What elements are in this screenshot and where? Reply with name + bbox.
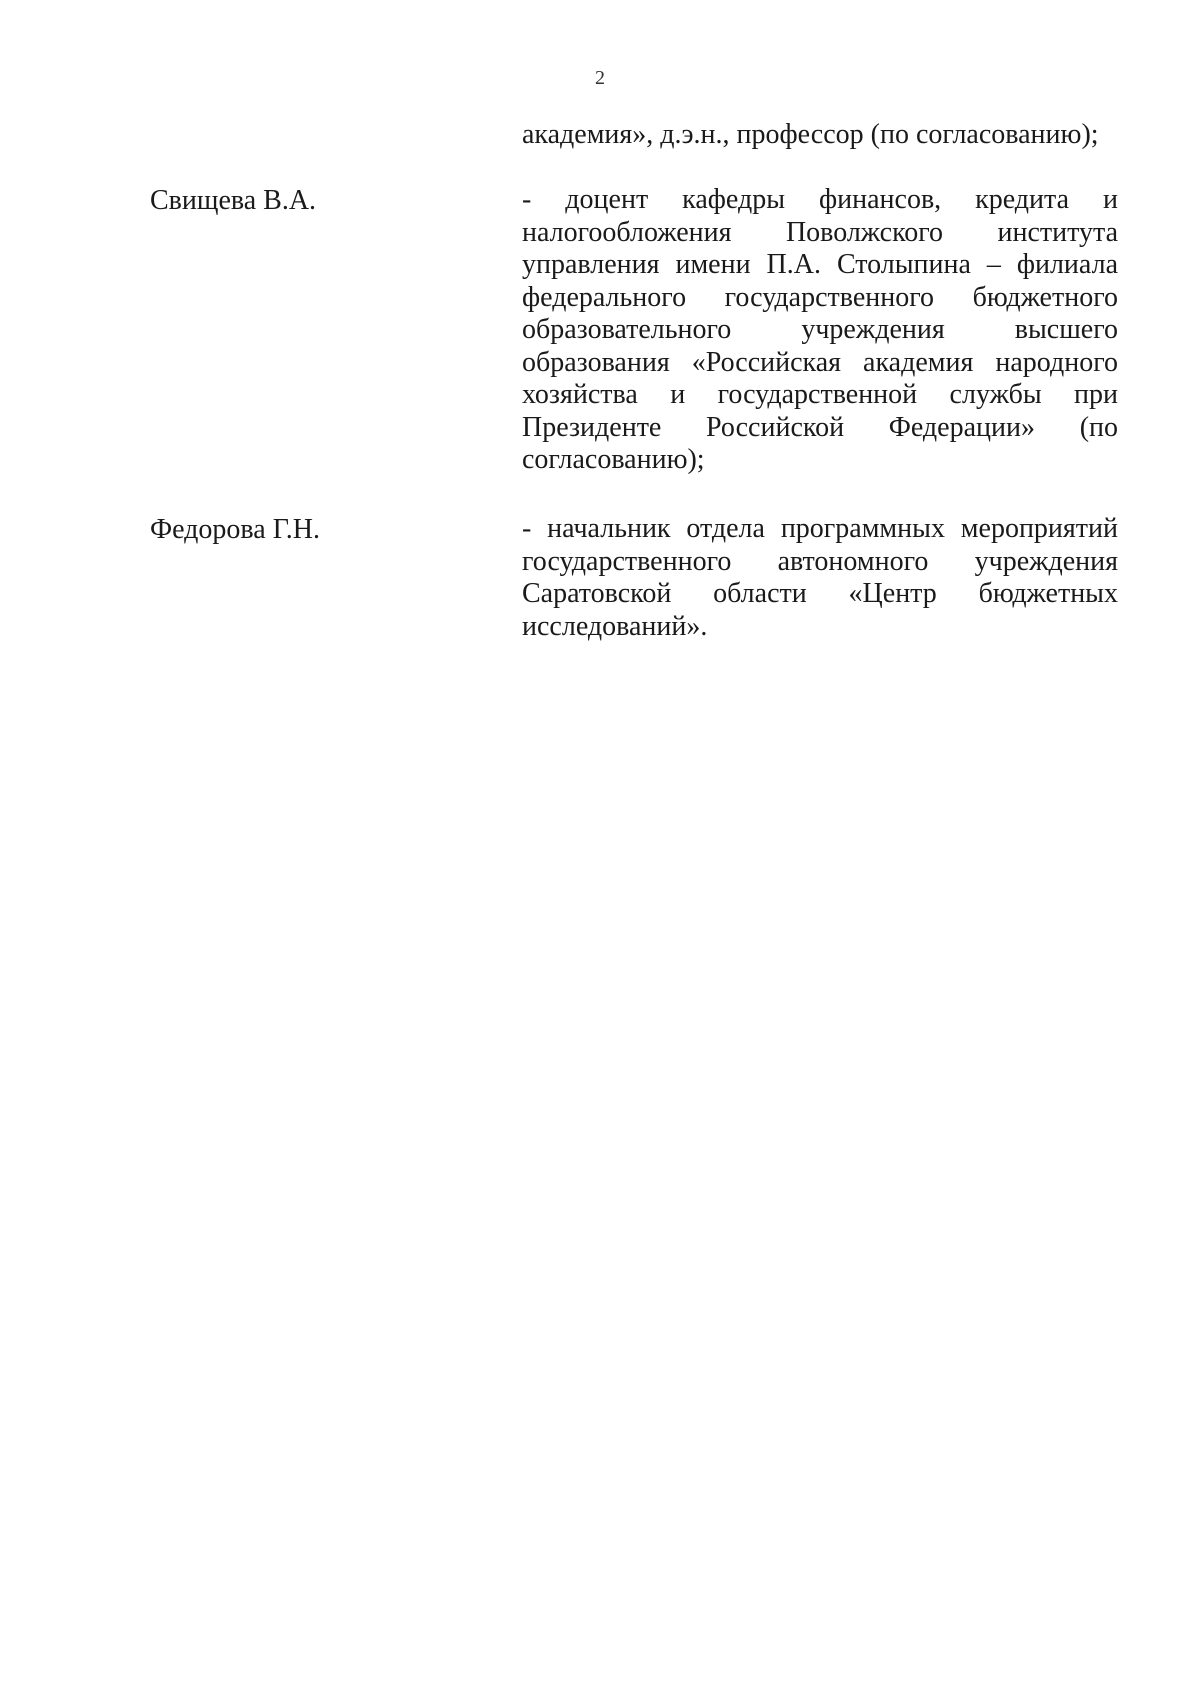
member-position: - начальник отдела программных мероприятий государственного автономного учреждения Саратовской области «Центр бюджетных исследований».	[522, 513, 1118, 642]
page-number: 2	[595, 67, 605, 89]
member-position: - доцент кафедры финансов, кредита и налогообложения Поволжского института управления имени П.А. Столыпина – филиала федерального государственного бюджетного образовательного учреждения высшего образования «Российская академия народного хозяйства и государственной службы при Президенте Российской Федерации» (по согласованию);	[522, 184, 1118, 475]
continued-description: академия», д.э.н., профессор (по согласованию);	[522, 119, 1099, 150]
member-name: Федорова Г.Н.	[150, 514, 320, 545]
member-name: Свищева В.А.	[150, 185, 317, 216]
